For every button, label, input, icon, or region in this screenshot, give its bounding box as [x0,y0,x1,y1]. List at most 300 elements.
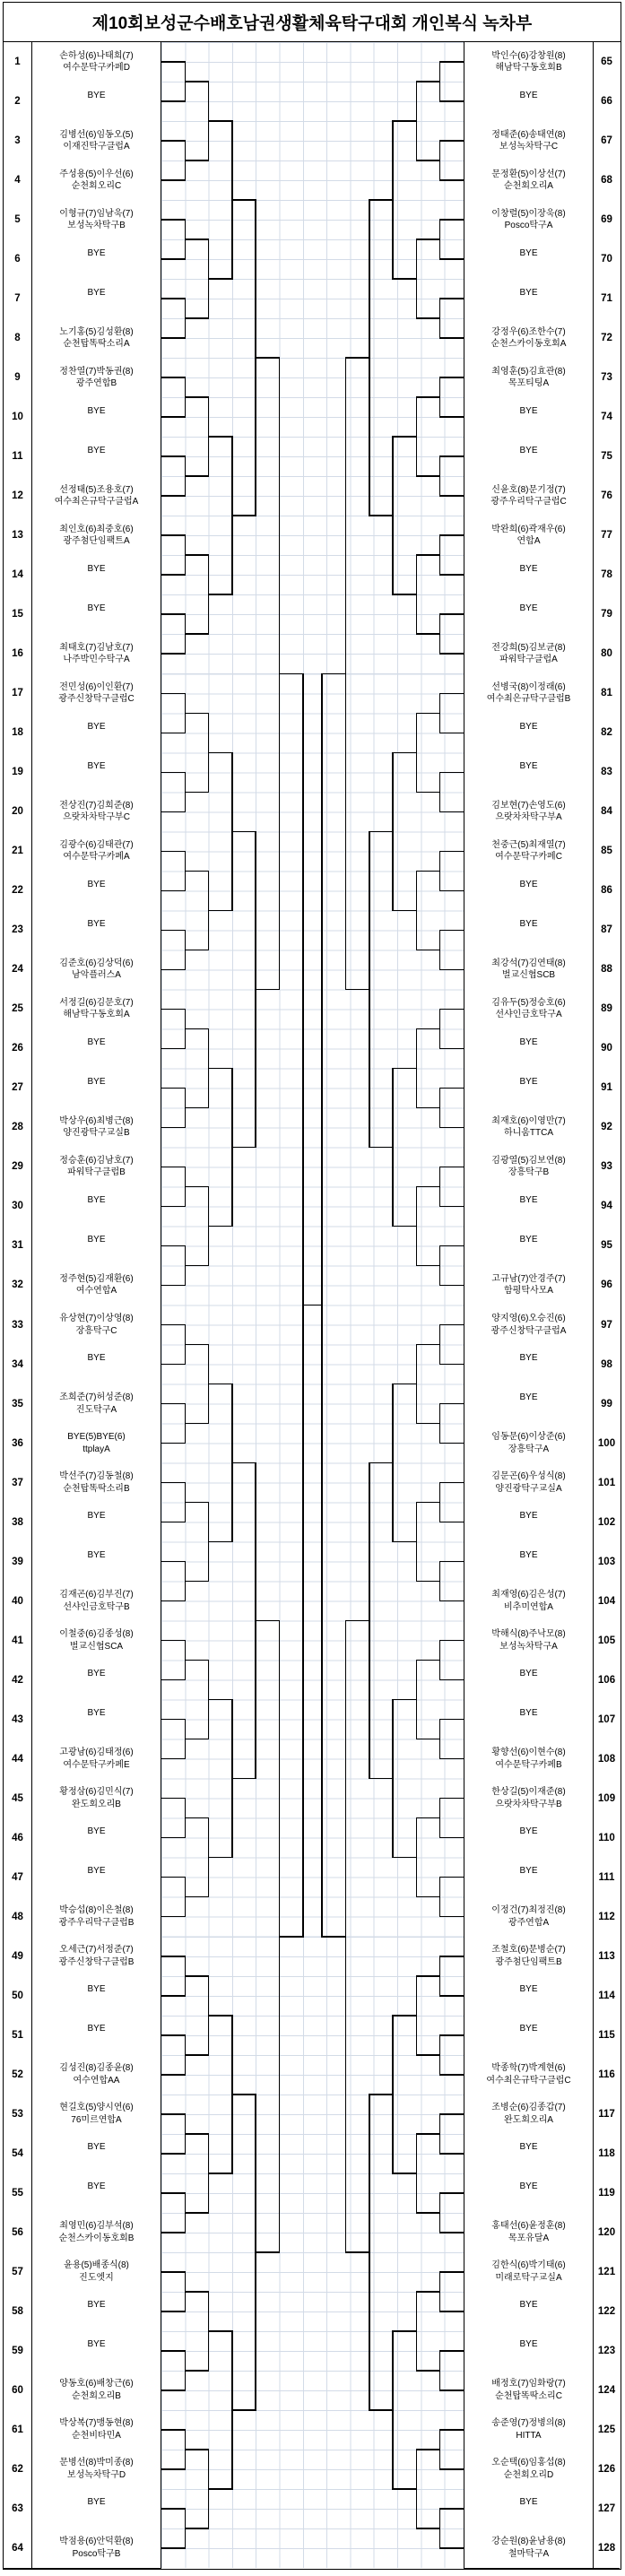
team-players: BYE [87,760,106,771]
entry-cell [464,1700,593,1740]
bracket-line [161,693,186,695]
team-players: 전상진(7)김희준(8) [59,800,134,811]
bracket-line [369,831,394,833]
bracket-line [440,1009,464,1010]
bracket-line [161,2113,186,2115]
bracket-line [161,1719,186,1721]
entry-cell [32,82,161,122]
team-club: 양진광탁구교실B [63,1128,130,1139]
seed-number: 57 [4,2252,32,2293]
bracket-line [440,2429,464,2431]
team-players: 서정길(6)김문호(7) [59,997,134,1008]
entry-cell [32,594,161,635]
seed-number: 46 [4,1818,32,1859]
entry-cell [464,2331,593,2372]
bracket-line [369,1462,394,1464]
team-club: 장흥탁구C [75,1325,117,1336]
team-club: 완도회오리B [72,1799,121,1809]
seed-number: 81 [593,673,620,714]
entry-cell [32,1700,161,1740]
bracket-line [416,554,440,556]
bracket-line [161,2468,186,2470]
bracket-line [440,1443,464,1444]
seed-number: 53 [4,2095,32,2135]
bracket-line [232,2094,256,2095]
entry-cell [464,358,593,398]
team-players: BYE [519,1036,538,1047]
seed-number: 115 [593,2016,620,2056]
entry-cell [464,1937,593,1977]
bracket-line [393,1541,417,1543]
seed-number: 45 [4,1779,32,1819]
entry-cell [32,1186,161,1227]
bracket-line [440,1364,464,1366]
bracket-line [161,851,186,853]
seed-number: 69 [593,200,620,240]
bracket-line [161,969,186,971]
seed-number: 89 [593,989,620,1029]
entry-cell [32,2292,161,2332]
entry-cell [464,1897,593,1938]
bracket-line [369,2094,394,2095]
team-club: 순천탑똑딱소리B [63,1483,130,1494]
bracket-line [232,831,256,833]
seed-number: 108 [593,1739,620,1780]
bracket-line [440,1640,464,1642]
bracket-line [209,2015,233,2017]
entry-cell [32,2173,161,2214]
bracket-line [303,1305,323,1306]
bracket-line [161,1403,186,1405]
seed-number: 63 [4,2489,32,2529]
team-players: BYE [87,1076,106,1087]
entry-cell [32,1937,161,1977]
entry-cell [32,1739,161,1780]
team-players: 임동문(6)이상준(6) [491,1432,566,1443]
entry-cell [32,358,161,398]
team-players: BYE [87,405,106,416]
team-club: 보성녹차탁구A [499,1641,558,1652]
team-players: 한상길(5)이재준(8) [491,1787,566,1798]
seed-number: 3 [4,121,32,161]
bracket-line [185,554,209,556]
bracket-line [161,1127,186,1129]
team-players: BYE [87,2300,106,2311]
seed-number: 50 [4,1976,32,2017]
seed-number: 27 [4,1068,32,1108]
bracket-line [185,396,209,398]
team-players: 선병국(8)이정래(6) [491,681,566,692]
team-club: 연합A [516,536,541,547]
seed-number: 9 [4,358,32,398]
bracket-line [232,199,256,201]
bracket-line [161,653,186,655]
team-players: BYE [519,2339,538,2350]
bracket-line [440,1088,464,1089]
bracket-line [440,2508,464,2510]
bracket-line [185,633,209,635]
team-club: 76미르연합A [71,2114,122,2125]
entry-cell [32,752,161,793]
bracket-line [393,1857,417,1859]
team-players: 김재곤(6)김부진(7) [59,1590,134,1600]
seed-number: 122 [593,2292,620,2332]
team-players: BYE [519,1194,538,1205]
seed-number: 98 [593,1345,620,1385]
seed-number: 6 [4,239,32,280]
team-club: 순천회오리B [72,2390,121,2401]
bracket-line [393,1383,417,1385]
team-players: 윤용(5)배종식(8) [64,2260,129,2271]
bracket-line [416,2133,440,2135]
bracket-line [161,2034,186,2036]
seed-number: 22 [4,871,32,911]
bracket-line [440,2074,464,2076]
entry-cell [32,2450,161,2490]
entry-cell [32,792,161,832]
team-players: 양지영(6)오승진(6) [491,1314,566,1323]
entry-cell [32,1147,161,1187]
bracket-line [280,1936,304,1938]
bracket-line [440,337,464,339]
team-players: BYE [87,2497,106,2508]
seed-number: 12 [4,476,32,516]
seed-number: 16 [4,634,32,674]
bracket-line [440,851,464,853]
team-players: BYE [519,2142,538,2153]
entry-cell [464,516,593,556]
entry-cell [32,2055,161,2095]
bracket-line [161,1995,186,1997]
bracket-line [416,1423,440,1425]
seed-number: 83 [593,752,620,793]
seed-number: 72 [593,318,620,359]
bracket-line [440,377,464,378]
bracket-line [161,1048,186,1050]
team-players: 최영훈(5)김효관(8) [491,366,566,377]
bracket-line [185,1028,209,1030]
team-players: 김한식(6)박기태(6) [491,2260,566,2271]
bracket-line [440,733,464,734]
entry-cell [464,1265,593,1305]
seed-number: 109 [593,1779,620,1819]
team-players: 박완희(6)곽재우(6) [491,524,566,534]
seed-number: 33 [4,1305,32,1346]
team-players: 홍태선(6)윤정훈(8) [491,2221,566,2232]
entry-cell [464,2055,593,2095]
bracket-line [416,239,440,240]
bracket-line [209,1857,233,1859]
seed-number: 97 [593,1305,620,1346]
entry-cell [464,1621,593,1661]
entry-cell [464,160,593,201]
bracket-line [185,1660,209,1661]
bracket-line [161,2153,186,2155]
entry-cell [464,1107,593,1148]
entry-cell [32,713,161,753]
bracket-line [416,1107,440,1109]
bracket-line [161,1837,186,1839]
bracket-line [280,673,304,675]
team-players: BYE [87,1669,106,1679]
bracket-line [161,258,186,260]
seed-number: 71 [593,279,620,319]
team-players: BYE [519,879,538,889]
entry-cell [464,871,593,911]
bracket-line [161,1956,186,1957]
entry-cell [32,1897,161,1938]
team-players: BYE [519,1708,538,1719]
entry-cell [464,2213,593,2253]
bracket-line [416,950,440,951]
team-players: 현길호(5)양시연(6) [59,2103,134,2113]
bracket-line [232,1462,256,1464]
entry-cell [32,2371,161,2411]
bracket-line [161,2390,186,2391]
bracket-line [416,1265,440,1267]
seed-number: 96 [593,1265,620,1305]
seed-number: 62 [4,2450,32,2490]
team-club: 여수문탁구카페B [495,1759,562,1770]
bracket-line [161,890,186,892]
bracket-line [440,2311,464,2312]
bracket-line [416,317,440,319]
entry-cell [464,1818,593,1859]
bracket-line [440,1798,464,1800]
team-club: 하니움TTCA [503,1128,554,1139]
team-players: 강순원(8)윤남용(8) [491,2537,566,2547]
seed-number: 94 [593,1186,620,1227]
entry-cell [464,2450,593,2490]
team-players: 최재영(6)김은성(7) [491,1590,566,1600]
team-players: 오순택(6)임홍섭(8) [491,2458,566,2468]
bracket-line [346,357,370,359]
team-players: 노기홍(5)김성환(8) [59,326,134,337]
team-club: 여수최은규탁구클럽A [54,497,139,507]
seed-number: 117 [593,2095,620,2135]
team-club: 순천탑똑딱소리C [495,2390,562,2401]
bracket-line [440,2232,464,2233]
team-players: BYE [87,918,106,929]
entry-cell [464,2371,593,2411]
bracket-line [161,1443,186,1444]
bracket-line [161,337,186,339]
tournament-bracket-sheet [3,2,621,2570]
seed-number: 99 [593,1384,620,1425]
team-players: 이철중(6)김종성(8) [59,1629,134,1640]
bracket-line [369,515,394,516]
team-club: 미래로탁구교실A [495,2272,562,2283]
team-club: 벌교신협SCB [501,970,556,981]
seed-number: 1 [4,42,32,82]
bracket-line [161,811,186,813]
bracket-line [416,1028,440,1030]
bracket-line [185,475,209,477]
team-club: 남악플러스A [72,970,121,981]
team-players: 최인호(6)최중호(6) [59,524,134,534]
team-club: 완도회오리A [504,2114,553,2125]
bracket-line [185,2133,209,2135]
bracket-line [161,1482,186,1484]
seed-number: 126 [593,2450,620,2490]
team-players: BYE [87,1511,106,1522]
team-club: 광주연합A [508,1917,550,1928]
seed-number: 64 [4,2528,32,2569]
bracket-line [185,1975,209,1977]
team-club: 파워탁구클럽A [499,655,558,665]
team-players: 김광열(5)김보연(8) [491,1155,566,1166]
bracket-line [393,2488,417,2490]
bracket-line [161,1245,186,1247]
bracket-line [161,377,186,378]
entry-cell [32,1028,161,1069]
seed-number: 87 [593,910,620,950]
seed-number: 76 [593,476,620,516]
entry-cell [464,1542,593,1583]
bracket-line [161,1798,186,1800]
bracket-line [440,1522,464,1523]
seed-number: 113 [593,1937,620,1977]
seed-number: 112 [593,1897,620,1938]
team-club: 보성녹차탁구C [499,142,559,152]
bracket-line [256,1620,280,1622]
bracket-line [440,1403,464,1405]
team-players: 양동호(6)배창근(6) [59,2379,134,2390]
seed-number: 24 [4,950,32,990]
bracket-line [185,713,209,715]
seed-number: 65 [593,42,620,82]
bracket-line [393,278,417,280]
team-players: 김성진(8)김종윤(8) [59,2063,134,2074]
bracket-line [416,1896,440,1898]
team-players: 문정환(5)이상선(7) [491,169,566,179]
team-club: 여수연합AA [73,2075,120,2086]
bracket-line [161,2311,186,2312]
seed-number: 11 [4,437,32,477]
entry-cell [32,1582,161,1622]
bracket-line [185,950,209,951]
seed-number: 110 [593,1818,620,1859]
entry-cell [464,673,593,714]
team-players: BYE [519,1392,538,1403]
entry-cell [32,555,161,595]
bracket-line [416,1502,440,1504]
seed-number: 107 [593,1700,620,1740]
bracket-line [185,1817,209,1819]
entry-cell [32,1107,161,1148]
team-club: 선샤인금호탁구B [63,1601,130,1612]
team-players: BYE [87,721,106,732]
team-club: 파워탁구클럽B [67,1167,126,1178]
seed-number: 61 [4,2410,32,2450]
entry-cell [464,2528,593,2569]
bracket-line [161,1206,186,1208]
bracket-line [161,1916,186,1918]
bracket-line [440,693,464,695]
bracket-line [185,1344,209,1346]
entry-cell [464,555,593,595]
team-players: BYE [519,287,538,298]
team-club: 진도탁구A [75,1404,117,1415]
bracket-line [440,574,464,576]
seed-number: 111 [593,1858,620,1898]
bracket-line [161,1877,186,1878]
bracket-line [440,416,464,418]
bracket-line [440,179,464,181]
team-players: 송준영(7)정병의(8) [491,2418,566,2429]
entry-cell [464,752,593,793]
seed-number: 121 [593,2252,620,2293]
entry-cell [32,1265,161,1305]
bracket-line [161,455,186,457]
team-players: 박선주(7)김동철(8) [59,1471,134,1482]
team-players: BYE [519,1353,538,1364]
team-players: 문병선(8)박미종(8) [59,2458,134,2468]
bracket-line [161,2271,186,2273]
seed-number: 4 [4,160,32,201]
team-players: 최재호(6)이영만(7) [491,1115,566,1126]
team-club: 나주박민수탁구A [63,655,130,665]
bracket-line [440,258,464,260]
bracket-line [416,1581,440,1583]
seed-number: 25 [4,989,32,1029]
entry-cell [32,279,161,319]
bracket-line [416,2370,440,2372]
entry-cell [464,1345,593,1385]
bracket-line [161,534,186,536]
team-players: 조철호(6)문병순(7) [491,1945,566,1956]
seed-number: 2 [4,82,32,122]
bracket-line [185,792,209,794]
seed-number: 17 [4,673,32,714]
bracket-line [440,1324,464,1326]
team-players: BYE [519,2181,538,2192]
bracket-line [161,1088,186,1089]
entry-cell [32,1858,161,1898]
bracket-line [416,1739,440,1740]
team-players: BYE [519,1826,538,1837]
seed-number: 90 [593,1028,620,1069]
seed-number: 124 [593,2371,620,2411]
seed-number: 95 [593,1226,620,1266]
seed-number: 21 [4,831,32,872]
team-club: 해남탁구동호회B [495,63,562,73]
seed-number: 40 [4,1582,32,1622]
bracket-line [209,278,233,280]
bracket-line [161,1640,186,1642]
bracket-line [416,2528,440,2529]
seed-number: 128 [593,2528,620,2569]
entry-cell [464,318,593,359]
team-players: BYE [87,90,106,100]
team-players: 김광수(6)김태관(7) [59,839,134,850]
bracket-line [440,1719,464,1721]
bracket-line [322,673,346,675]
team-club: 순천비타민A [72,2430,121,2441]
team-club: 장흥탁구B [508,1167,550,1178]
bracket-line [185,1107,209,1109]
team-players: BYE [519,1866,538,1877]
seed-number: 32 [4,1265,32,1305]
bracket-line [369,1778,394,1780]
bracket-line [185,160,209,161]
team-players: 김유두(5)정승호(6) [491,997,566,1008]
bracket-line [440,100,464,102]
seed-number: 92 [593,1107,620,1148]
bracket-line [416,1660,440,1661]
bracket-line [161,495,186,497]
team-players: 김병선(6)임동오(5) [59,129,134,140]
